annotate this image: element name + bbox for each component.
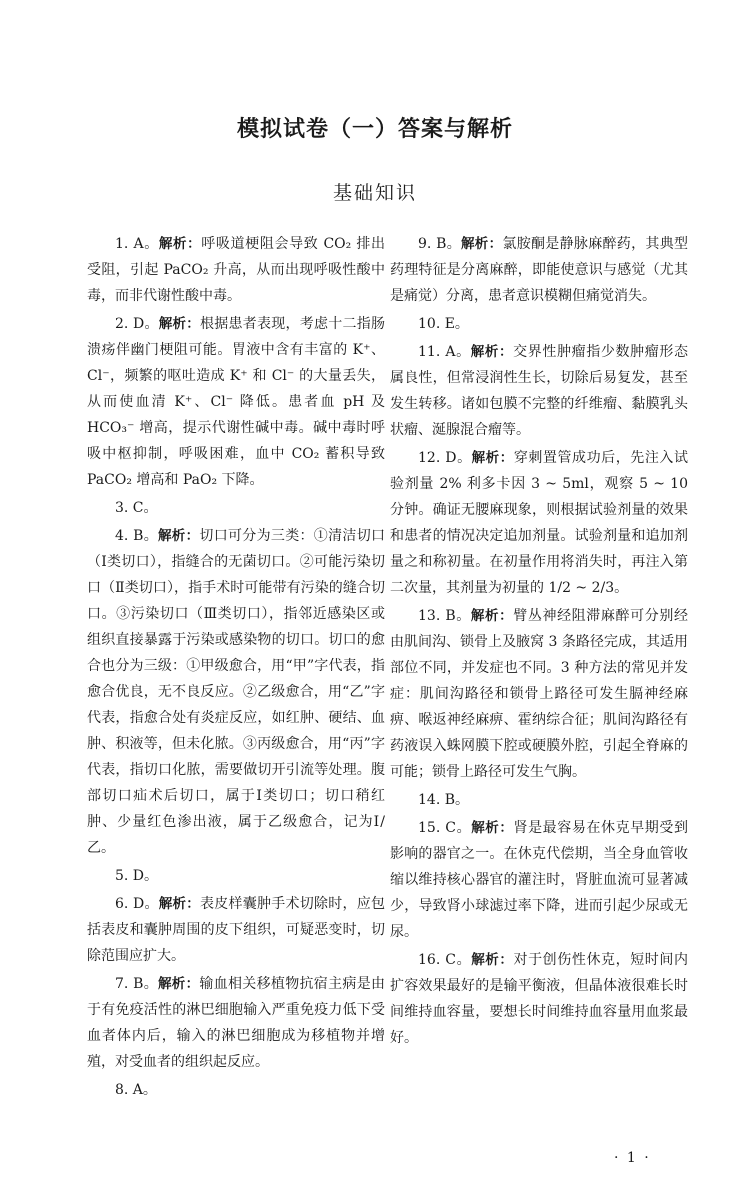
answer-item: 9. B。解析：氯胺酮是静脉麻醉药，其典型药理特征是分离麻醉，即能使意识与感觉（尤其是痛觉）分离，患者意识模糊但痛觉消失。 — [390, 236, 688, 304]
answer-item: 10. E。 — [418, 316, 469, 332]
answer-item: 7. B。解析：输血相关移植物抗宿主病是由于有免疫活性的淋巴细胞输入严重免疫力低下受血者体内后，输入的淋巴细胞成为移植物并增殖，对受血者的组织起反应。 — [87, 976, 385, 1070]
answer-item: 13. B。解析：臂丛神经阻滞麻醉可分别经由肌间沟、锁骨上及腋窝 3 条路径完成，其适用部位不同，并发症也不同。3 种方法的常见并发症：肌间沟路径和锁骨上路径可发生膈神经麻痹、喉返神经麻痹、霍纳综合征；肌间沟路径有药液误入蛛网膜下腔或硬膜外腔，引起全脊麻的可能；锁骨上路径可发生气胸。 — [390, 608, 689, 780]
page-title: 模拟试卷（一）答案与解析 — [236, 117, 513, 142]
right-column — [390, 231, 688, 1053]
answer-item: 2. D。解析：根据患者表现，考虑十二指肠溃疡伴幽门梗阻可能。胃液中含有丰富的 K⁺、Cl⁻，频繁的呕吐造成 K⁺ 和 Cl⁻ 的大量丢失，从而使血清 K⁺、Cl⁻ 降低。患者血 pH 及 HCO₃⁻ 增高，提示代谢性碱中毒。碱中毒时呼吸中枢抑制，呼吸困难，血中 CO₂ 蓄积导致 PaCO₂ 增高和 PaO₂ 下降。 — [87, 316, 385, 488]
answer-item: 6. D。解析：表皮样囊肿手术切除时，应包括表皮和囊肿周围的皮下组织，可疑恶变时，切除范围应扩大。 — [87, 896, 385, 964]
answer-item: 15. C。解析：肾是最容易在休克早期受到影响的器官之一。在休克代偿期，当全身血管收缩以维持核心器官的灌注时，肾脏血流可显著减少，导致肾小球滤过率下降，进而引起少尿或无尿。 — [390, 820, 688, 940]
section-subtitle: 基础知识 — [332, 182, 417, 204]
answer-item: 5. D。 — [115, 868, 159, 884]
answer-item: 1. A。解析：呼吸道梗阻会导致 CO₂ 排出受阻，引起 PaCO₂ 升高，从而出现呼吸性酸中毒，而非代谢性酸中毒。 — [87, 236, 386, 304]
answer-item: 14. B。 — [418, 792, 470, 808]
answer-item: 3. C。 — [115, 500, 158, 516]
page-number: · 1 · — [614, 1150, 651, 1166]
answer-item: 11. A。解析：交界性肿瘤指少数肿瘤形态属良性，但常浸润性生长，切除后易复发，甚至发生转移。诸如包膜不完整的纤维瘤、黏膜乳头状瘤、涎腺混合瘤等。 — [390, 344, 689, 438]
answer-item: 4. B。解析：切口可分为三类：①清洁切口（Ⅰ类切口），指缝合的无菌切口。②可能污染切口（Ⅱ类切口），指手术时可能带有污染的缝合切口。③污染切口（Ⅲ类切口），指邻近感染区或组织直接暴露于污染或感染物的切口。切口的愈合也分为三级：①甲级愈合，用“甲”字代表，指愈合优良，无不良反应。②乙级愈合，用“乙”字代表，指愈合处有炎症反应，如红肿、硬结、血肿、积液等，但未化脓。③丙级愈合，用“丙”字代表，指切口化脓，需要做切开引流等处理。腹部切口疝术后切口，属于Ⅰ类切口；切口稍红肿、少量红色渗出液，属于乙级愈合，记为Ⅰ/乙。 — [87, 528, 385, 856]
answer-item: 12. D。解析：穿刺置管成功后，先注入试验剂量 2% 利多卡因 3 ~ 5ml，观察 5 ~ 10 分钟。确证无腰麻现象，则根据试验剂量的效果和患者的情况决定追加剂量。试验剂量和追加剂量之和称初量。在初量作用将消失时，再注入第二次量，其剂量为初量的 1/2 ~ 2/3。 — [390, 450, 688, 596]
answer-item: 8. A。 — [115, 1082, 157, 1098]
left-column — [87, 231, 385, 1105]
answer-item: 16. C。解析：对于创伤性休克，短时间内扩容效果最好的是输平衡液，但晶体液很难长时间维持血容量，要想长时间维持血容量用血浆最好。 — [390, 952, 688, 1046]
